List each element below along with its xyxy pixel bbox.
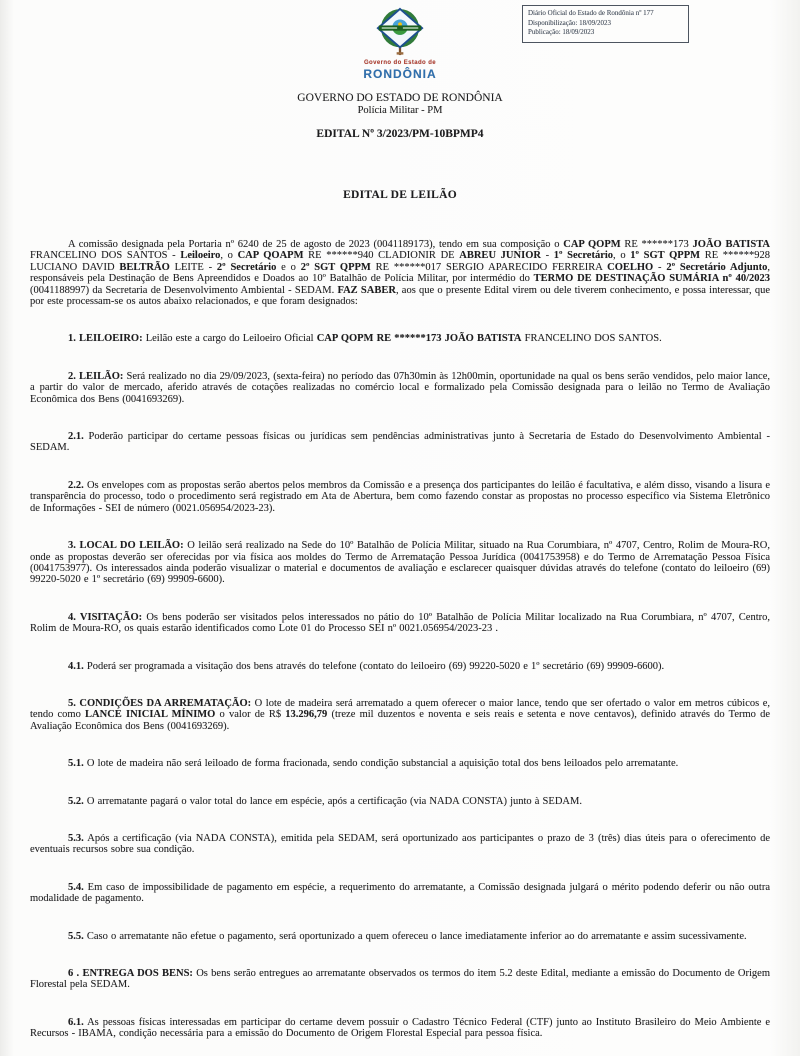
text-run: FRANCELINO DOS SANTOS. [521,333,662,345]
text-run: RE ******928 LUCIANO DAVID [30,250,771,273]
bold-text-run: 2.2. [68,479,84,491]
paragraph-2-2 [30,480,770,514]
paragraph-1-leiloeiro [30,333,770,344]
text-run: Caso o arrematante não efetue o pagamento, será oportunizado a quem ofereceu o lance imediatamente inferior ao do arrematante e assim sucessivamente. [83,930,747,942]
bold-text-run: CAP QOPM RE ******173 JOÃO BATISTA [316,333,522,345]
bold-text-run: 5.2. [68,795,84,807]
text-run: - [540,250,554,262]
government-org-line: GOVERNO DO ESTADO DE RONDÔNIA [297,92,503,104]
text-run: FRANCELINO DOS SANTOS - [30,250,181,262]
bold-text-run: 5.3. [68,832,84,844]
bold-text-run: 5. CONDIÇÕES DA ARREMATAÇÃO: [68,697,252,709]
text-run: RE ******173 [620,239,693,250]
bold-text-run: FAZ SABER [337,284,396,296]
paragraph-3-local [30,540,770,586]
bold-text-run: 2.1. [68,431,84,443]
bold-text-run: 5.1. [68,758,84,770]
text-run: o valor de R$ [215,709,286,721]
text-run: Os bens serão entregues ao arrematante observados os termos do item 5.2 deste Edital, mediante a emissão do Documento de Origem Florestal pela SEDAM. [30,968,770,991]
gazette-availability-date: Disponibilização: 18/09/2023 [528,18,612,27]
bold-text-run: JOÃO BATISTA [692,239,770,250]
bold-text-run: 4.1. [68,660,84,672]
text-run: O lote de madeira será arrematado a quem oferecer o maior lance, tendo que ser ofertado o valor em metros cúbicos e, tendo como [30,697,770,721]
text-run: LEITE - [169,261,217,273]
text-run: , responsáveis pela Destinação de Bens Apreendidos e Doados ao 10º Batalhão de Polícia Militar, por intermédio do [30,261,770,285]
paragraph-5-condicoes [30,698,770,732]
logo-state-name: RONDÔNIA [363,67,437,81]
document-body [0,239,800,1040]
text-run: , o [613,250,631,262]
paragraph-6-entrega [30,968,770,991]
text-run: Após a certificação (via NADA CONSTA), emitida pela SEDAM, será oportunizado aos participantes o prazo de 3 (três) dias úteis para o oferecimento de eventuais recursos sobre sua condição. [30,832,770,856]
bold-text-run: ABREU JUNIOR [459,250,541,262]
bold-text-run: 1º SGT QPPM [630,250,701,262]
paragraph-5-2 [30,796,770,807]
bold-text-run: 13.296,79 [285,709,328,721]
text-run: , o [220,250,238,262]
paragraph-6-1 [30,1017,770,1040]
text-run: Será realizado no dia 29/09/2023, (sexta-feira) no período das 07h30min às 12h00min, oportunidade na qual os bens serão vendidos, pelo maior lance, a partir do valor de mercado, aferido através de cotações realizadas no comércio local e formalizado pela Comissão designada para o leilão no Termo de Avaliação Econômica dos Bens (0041693269). [30,370,770,405]
text-run: RE ******940 CLADIONIR DE [303,250,460,262]
bold-text-run: 2º Secretário Adjunto [666,261,768,273]
bold-text-run: LANCE INICIAL MÍNIMO [85,709,216,721]
paragraph-5-3 [30,833,770,856]
paragraph-5-1 [30,758,770,769]
bold-text-run: CAP QOAPM [237,250,304,262]
gazette-publication-date: Publicação: 18/09/2023 [528,28,595,37]
bold-text-run: 1. LEILOEIRO: [68,333,143,345]
bold-text-run: 4. VISITAÇÃO: [68,611,143,623]
bold-text-run: TERMO DE DESTINAÇÃO SUMÁRIA nº 40/2023 [533,273,770,285]
paragraph-2-leilao [30,371,770,405]
paragraph-4-1 [30,661,770,672]
paragraph-5-5 [30,931,770,942]
text-run: Os bens poderão ser visitados pelos interessados no pátio do 10º Batalhão de Polícia Militar localizado na Rua Corumbiara, nº 4707, Centro, Rolim de Moura-RO, os quais estarão identificados como Lote 01 do Processo SEI nº 0021.056954/2023-23 . [30,611,770,635]
text-run: RE ******017 SERGIO APARECIDO FERREIRA [370,261,608,273]
bold-text-run: CAP QOPM [563,239,621,250]
bold-text-run: 2º Secretário [216,261,277,273]
paragraph-4-visitacao [30,612,770,635]
text-run: Leilão este a cargo do Leiloeiro Oficial [142,333,317,345]
text-run: Os envelopes com as propostas serão abertos pelos membros da Comissão e a presença dos participantes do leilão é facultativa, e além disso, visando a lisura e transparência do processo, todo o procedimento será registrado em Ata de Abertura, bem como fazendo constar as propostas no processo específico via Sistema Eletrônico de Informações - SEI de número (0021.056954/2023-23). [30,479,770,514]
text-run: O arrematante pagará o valor total do lance em espécie, após a certificação (via NADA CONSTA) junto à SEDAM. [83,795,582,807]
department-line: Polícia Militar - PM [357,105,443,116]
bold-text-run: BELTRÃO [119,261,170,273]
paragraph-5-4 [30,882,770,905]
bold-text-run: Leiloeiro [180,250,221,262]
text-run: e o [276,261,301,273]
paragraph-intro [30,239,770,307]
text-run: Poderão participar do certame pessoas físicas ou jurídicas sem pendências administrativas junto à Secretaria de Estado do Desenvolvimento Ambiental - SEDAM. [30,431,770,454]
text-run: O leilão será realizado na Sede do 10º Batalhão de Polícia Militar, situado na Rua Corumbiara, nº 4707, Centro, Rolim de Moura-RO, onde as propostas deverão ser oferecidas por via física aos moldes do Termo de Arrematação Pessoa Jurídica (0041753958) e do Termo de Arrematação Pessoa Física (0041753977). Os interessados ainda poderão visualizar o material e documentos de avaliação e esclarecer quaisquer dúvidas através do telefone (contato do leiloeiro (69) 99220-5020 e 1º secretário (69) 99909-6600). [30,540,770,586]
text-run: (0041188997) da Secretaria de Desenvolvimento Ambiental - SEDAM. [30,284,338,296]
bold-text-run: 5.5. [68,930,84,942]
text-run: (treze mil duzentos e noventa e seis reais e setenta e nove centavos), definido através do Termo de Avaliação Econômica dos Bens (0041693269). [30,709,770,732]
bold-text-run: 1º Secretário [553,250,614,262]
text-run: - [653,261,667,273]
text-run: Em caso de impossibilidade de pagamento em espécie, a requerimento do arrematante, a Comissão designada julgará o mérito podendo deferir ou não outra modalidade de pagamento. [30,881,770,905]
text-run: As pessoas físicas interessadas em participar do certame devem possuir o Cadastro Técnico Federal (CTF) junto ao Instituto Brasileiro do Meio Ambiente e Recursos - IBAMA, condição necessária para a emissão do Documento de Origem Florestal Especial para pessoa física. [30,1016,770,1040]
text-run: , aos que o presente Edital virem ou dele tiverem conhecimento, e possa interessar, que por este processam-se os autos abaixo relacionados, e que foram designados: [30,284,770,308]
bold-text-run: 6.1. [68,1016,84,1028]
bold-text-run: COELHO [607,261,654,273]
paragraph-2-1 [30,431,770,454]
document-title: EDITAL DE LEILÃO [343,189,457,201]
bold-text-run: 2º SGT QPPM [300,261,371,273]
logo-caption: Governo do Estado de [363,60,436,66]
text-run: A comissão designada pela Portaria nº 6240 de 25 de agosto de 2023 (0041189173), tendo em sua composição o [68,239,564,250]
bold-text-run: 2. LEILÃO: [68,370,124,382]
text-run: Poderá ser programada a visitação dos bens através do telefone (contato do leiloeiro (69) 99220-5020 e 1º secretário (69) 99909-6600). [83,660,665,672]
text-run: O lote de madeira não será leiloado de forma fracionada, sendo condição substancial a aquisição total dos bens leiloados pelo arrematante. [83,758,679,770]
gazette-title: Diário Oficial do Estado de Rondônia nº 177 [528,9,654,17]
bold-text-run: 3. LOCAL DO LEILÃO: [68,540,184,552]
bold-text-run: 5.4. [68,881,84,893]
official-gazette-box [522,5,689,43]
edital-number: EDITAL Nº 3/2023/PM-10BPMP4 [316,128,484,140]
bold-text-run: 6 . ENTREGA DOS BENS: [68,968,193,979]
